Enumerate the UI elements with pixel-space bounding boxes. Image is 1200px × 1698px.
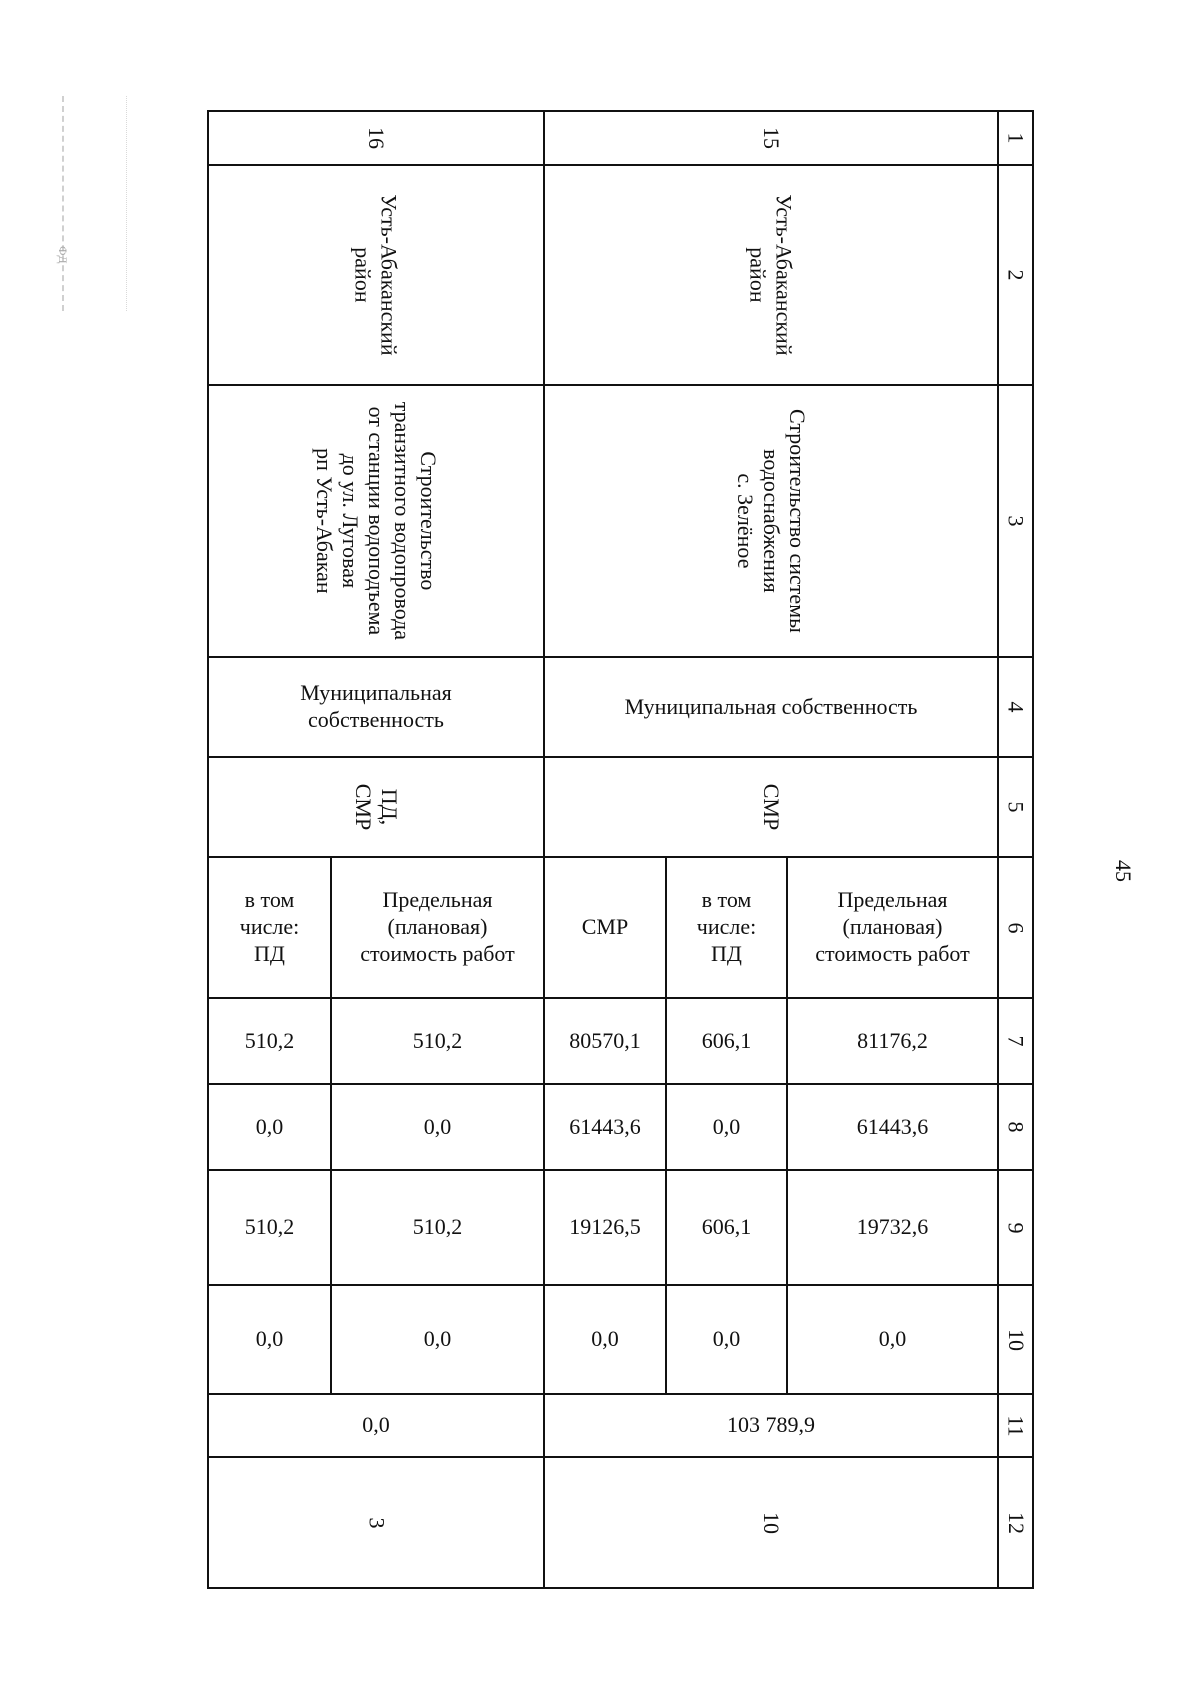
district-cell: Усть-Абаканский район [745,194,797,356]
value-cell: 0,0 [712,1326,741,1352]
value-cell: 80570,1 [569,1027,641,1053]
value-cell: 510,2 [412,1214,463,1240]
value-cell: 0,0 [878,1326,907,1352]
col-num-8: 8 [1003,1121,1029,1133]
value-cell: 81176,2 [857,1027,928,1053]
col12-cell: 3 [363,1516,389,1528]
col-num-7: 7 [1003,1035,1029,1047]
row-number: 15 [758,126,784,149]
col-num-6: 6 [1003,921,1029,933]
col-num-5: 5 [1003,801,1029,813]
sub-label-planned-cost: Предельная (плановая) стоимость работ [815,887,970,966]
value-cell: 510,2 [244,1027,295,1053]
value-cell: 606,1 [701,1027,752,1053]
col-num-2: 2 [1003,269,1029,281]
col-num-11: 11 [1003,1414,1029,1437]
sub-label-planned-cost: Предельная (плановая) стоимость работ [360,887,515,966]
ownership-cell: Муниципальная собственность [300,680,452,732]
value-cell: 61443,6 [569,1113,641,1139]
col-num-9: 9 [1003,1221,1029,1233]
total-cell: 0,0 [362,1412,390,1438]
page-number: 45 [1111,860,1136,882]
col-num-12: 12 [1003,1511,1029,1534]
row-number: 16 [363,126,389,149]
sub-label-smr: СМР [581,914,629,940]
value-cell: 0,0 [423,1113,452,1139]
object-cell: Строительство транзитного водопровода от станции водоподъема до ул. Луговая рп Усть-Абакан [312,401,441,641]
value-cell: 606,1 [701,1214,752,1240]
value-cell: 19732,6 [856,1214,929,1240]
value-cell: 0,0 [712,1113,741,1139]
col-num-3: 3 [1003,515,1029,527]
value-cell: 0,0 [423,1326,452,1352]
sub-label-pd: в том числе: ПД [239,887,300,966]
col-num-10: 10 [1003,1328,1029,1351]
total-cell: 103 789,9 [727,1412,815,1438]
col12-cell: 10 [758,1511,784,1534]
col-num-4: 4 [1003,701,1029,713]
value-cell: 510,2 [244,1214,295,1240]
stamp-text: ФД [56,246,70,265]
work-type-cell: ПД, СМР [350,783,402,831]
value-cell: 0,0 [591,1326,619,1352]
sub-label-pd: в том числе: ПД [696,887,757,966]
col-num-1: 1 [1003,132,1029,144]
value-cell: 61443,6 [856,1113,929,1139]
district-cell: Усть-Абаканский район [350,194,402,356]
value-cell: 0,0 [255,1113,284,1139]
value-cell: 19126,5 [569,1214,641,1240]
object-cell: Строительство системы водоснабжения с. Зелёное [733,409,810,633]
value-cell: 0,0 [255,1326,284,1352]
value-cell: 510,2 [412,1027,463,1053]
work-type-cell: СМР [758,783,784,831]
ownership-cell: Муниципальная собственность [624,693,918,719]
